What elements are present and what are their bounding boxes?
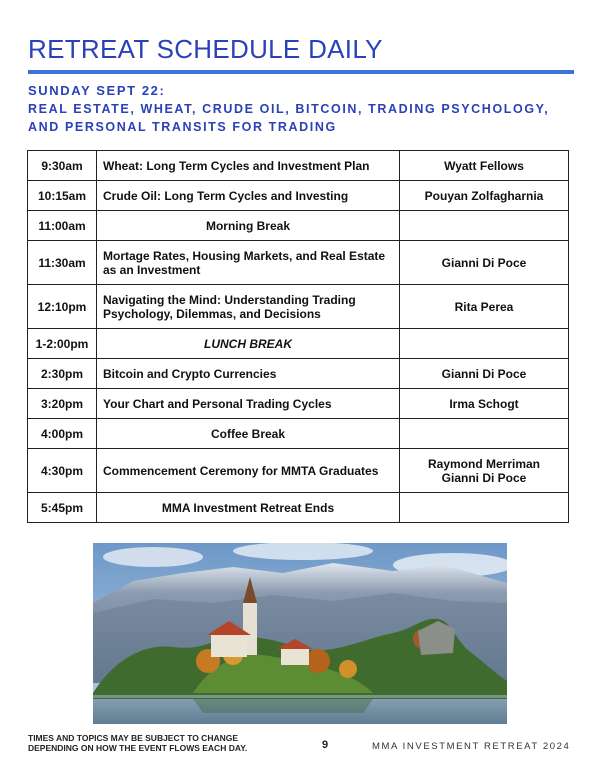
time-cell: 4:30pm [28,449,97,493]
disclaimer-line: TIMES AND TOPICS MAY BE SUBJECT TO CHANGE [28,733,239,743]
speaker-name: Gianni Di Poce [441,470,527,485]
speaker-cell [400,493,569,523]
time-cell: 11:00am [28,211,97,241]
speaker-cell [400,211,569,241]
page-number: 9 [322,739,329,751]
speaker-cell [400,419,569,449]
schedule-table [27,150,569,523]
day-heading [28,82,578,136]
topic-cell: Crude Oil: Long Term Cycles and Investing [97,181,400,211]
lake-island-church-photo [93,543,507,724]
table-row [28,211,569,241]
topic-cell: Wheat: Long Term Cycles and Investment Plan [97,151,400,181]
topic-cell: MMA Investment Retreat Ends [97,493,400,523]
disclaimer-line: DEPENDING ON HOW THE EVENT FLOWS EACH DAY. [28,742,248,753]
time-cell: 4:00pm [28,419,97,449]
page-title: RETREAT SCHEDULE DAILY [28,34,383,64]
topic-cell: Mortage Rates, Housing Markets, and Real Estate as an Investment [97,241,400,285]
table-row [28,359,569,389]
time-cell: 11:30am [28,241,97,285]
topic-cell: Morning Break [97,211,400,241]
speaker-cell: Pouyan Zolfagharnia [400,181,569,211]
table-row [28,449,569,493]
topics-line: REAL ESTATE, WHEAT, CRUDE OIL, BITCOIN, TRADING PSYCHOLOGY, AND PERSONAL TRANSITS FOR TRADING [28,102,550,134]
topic-cell: Coffee Break [97,419,400,449]
day-line: SUNDAY SEPT 22: [28,83,166,98]
speaker-cell: Gianni Di Poce [400,359,569,389]
time-cell: 5:45pm [28,493,97,523]
speaker-cell [400,329,569,359]
speaker-cell: Wyatt Fellows [400,151,569,181]
table-row [28,389,569,419]
title-divider [28,70,574,74]
table-row [28,151,569,181]
table-row [28,493,569,523]
speaker-cell: Gianni Di Poce [400,241,569,285]
speaker-name: Raymond Merriman [427,456,541,471]
topic-cell: Your Chart and Personal Trading Cycles [97,389,400,419]
topic-cell: Navigating the Mind: Understanding Trading Psychology, Dilemmas, and Decisions [97,285,400,329]
time-cell: 1-2:00pm [28,329,97,359]
publication-name: MMA INVESTMENT RETREAT 2024 [372,741,571,752]
time-cell: 12:10pm [28,285,97,329]
table-row [28,285,569,329]
speaker-cell: Irma Schogt [400,389,569,419]
speaker-cell: Rita Perea [400,285,569,329]
time-cell: 9:30am [28,151,97,181]
table-row [28,241,569,285]
time-cell: 2:30pm [28,359,97,389]
table-row [28,419,569,449]
table-row [28,181,569,211]
speaker-cell [400,449,569,493]
topic-cell: Commencement Ceremony for MMTA Graduates [97,449,400,493]
topic-cell: LUNCH BREAK [97,329,400,359]
disclaimer-note [28,734,308,753]
table-row [28,329,569,359]
time-cell: 3:20pm [28,389,97,419]
topic-cell: Bitcoin and Crypto Currencies [97,359,400,389]
time-cell: 10:15am [28,181,97,211]
